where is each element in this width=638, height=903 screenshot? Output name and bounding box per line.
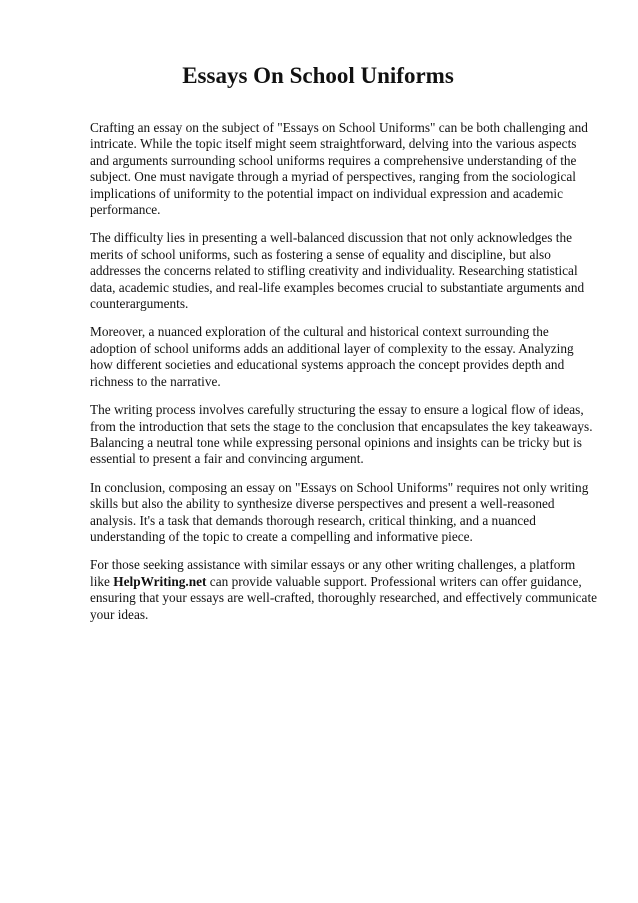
paragraph-difficulty: The difficulty lies in presenting a well-balanced discussion that not only acknowledges the merits of school uniforms, such as fostering a sense of equality and discipline, but also addresses the concerns related to stifling creativity and individuality. Researching statistical data, academic studies, and real-life examples becomes crucial to substantiate arguments and counterarguments.: [90, 230, 585, 312]
assistance-text-after: can provide valuable support. Professional writers can offer guidance, ensuring that your essays are well-crafted, thoroughly researched, and effectively communicate your ideas.: [90, 573, 598, 622]
paragraph-writing-process: The writing process involves carefully structuring the essay to ensure a logical flow of ideas, from the introduction that sets the stage to the conclusion that encapsulates the key takeaways. Balancing a neutral tone while expressing personal opinions and insights can be tricky but is essential to present a fair and convincing argument.: [90, 402, 593, 467]
paragraph-assistance: [90, 557, 598, 623]
page-title: Essays On School Uniforms: [182, 63, 454, 88]
paragraph-intro: Crafting an essay on the subject of "Essays on School Uniforms" can be both challenging and intricate. While the topic itself might seem straightforward, delving into the various aspects and arguments surrounding school uniforms requires a comprehensive understanding of the subject. One must navigate through a myriad of perspectives, ranging from the sociological implications of uniformity to the potential impact on individual expression and academic performance.: [90, 120, 588, 218]
assistance-text-before: For those seeking assistance with similar essays or any other writing challenges, a platform like: [90, 557, 576, 589]
paragraph-context: Moreover, a nuanced exploration of the cultural and historical context surrounding the adoption of school uniforms adds an additional layer of complexity to the essay. Analyzing how different societies and educational systems approach the concept provides depth and richness to the narrative.: [90, 324, 574, 389]
brand-link[interactable]: HelpWriting.net: [113, 573, 207, 589]
paragraph-conclusion: In conclusion, composing an essay on "Essays on School Uniforms" requires not only writing skills but also the ability to synthesize diverse perspectives and present a well-reasoned analysis. It's a task that demands thorough research, critical thinking, and a nuanced understanding of the topic to create a compelling and informative piece.: [90, 479, 589, 544]
